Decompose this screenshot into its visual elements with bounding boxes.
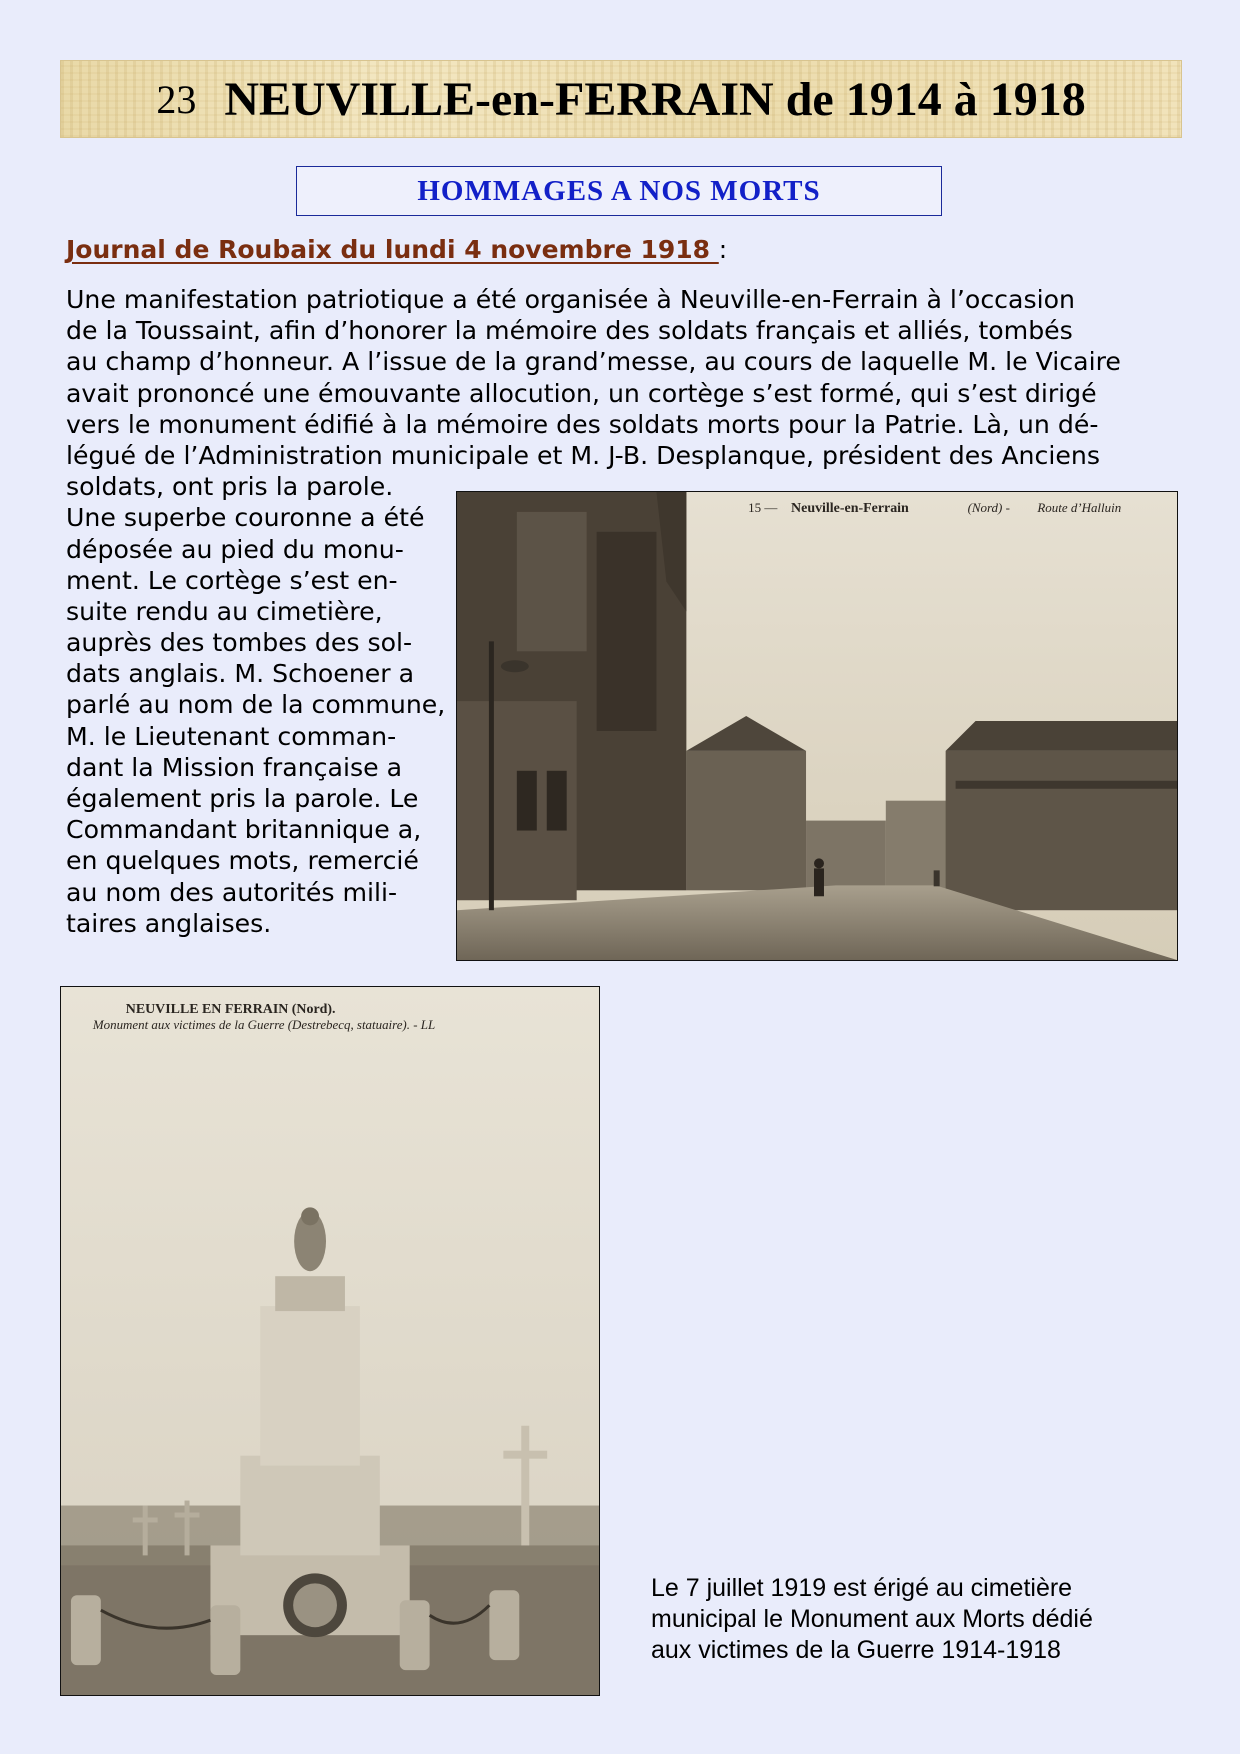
article-line: avait prononcé une émouvante allocution, un cortège s’est formé, qui s’est dirigé [66,378,1097,408]
page-title: NEUVILLE-en-FERRAIN de 1914 à 1918 [224,72,1086,126]
article-line: de la Toussaint, afin d’honorer la mémoire des soldats français et alliés, tombés [66,316,1073,346]
article-line: taires anglaises. [66,908,272,938]
article-line: vers le monument édifié à la mémoire des soldats morts pour la Patrie. Là, un dé- [66,409,1099,439]
source-colon: : [718,235,728,264]
photo1-place: Neuville-en-Ferrain [791,500,909,516]
street-scene-image [457,492,1177,960]
article-line: également pris la parole. Le [66,784,419,813]
monument-caption [651,1573,1191,1666]
caption-line: Le 7 juillet 1919 est érigé au cimetière [651,1574,1073,1602]
article-source [66,235,727,264]
article-line: déposée au pied du monu- [66,534,404,564]
article-line: M. le Lieutenant comman- [66,721,397,751]
article-line: en quelques mots, remercié [66,846,419,876]
article-line: parlé au nom de la commune, [66,690,446,720]
caption-line: municipal le Monument aux Morts dédié [651,1605,1093,1633]
caption-line: aux victimes de la Guerre 1914-1918 [651,1636,1061,1664]
article-line: dats anglais. M. Schoener a [66,659,415,689]
photo2-caption-line1: NEUVILLE EN FERRAIN (Nord). [125,1001,336,1017]
article-line: Une manifestation patriotique a été organisée à Neuville-en-Ferrain à l’occasion [66,285,1075,314]
monument-image [61,987,599,1695]
page-number: 23 [156,76,197,122]
photo1-region: (Nord) - [967,499,1010,515]
article-line: soldats, ont pris la parole. [66,472,394,502]
article-line: légué de l’Administration municipale et M. J-B. Desplanque, président des Anciens [66,440,1100,470]
article-line: Commandant britannique a, [66,815,422,845]
article-line: Une superbe couronne a été [66,503,425,533]
monument-postcard-photo [60,986,600,1696]
section-heading: HOMMAGES A NOS MORTS [296,166,942,216]
photo2-caption-line2: Monument aux victimes de la Guerre (Destrebecq, statuaire). - LL [92,1016,436,1032]
photo1-number: 15 — [748,499,778,515]
article-line: dant la Mission française a [66,752,403,782]
source-title: Journal de Roubaix du lundi 4 novembre 1918 [66,235,719,264]
article-line: au nom des autorités mili- [66,877,398,907]
article-line: auprès des tombes des sol- [66,628,413,658]
article-line: au champ d’honneur. A l’issue de la grand’messe, au cours de laquelle M. le Vicaire [66,347,1121,377]
page-header [60,60,1182,138]
article-line: suite rendu au cimetière, [66,596,383,626]
street-postcard-photo [456,491,1178,961]
photo1-street: Route d’Halluin [1037,499,1122,515]
article-line: ment. Le cortège s’est en- [66,565,398,595]
